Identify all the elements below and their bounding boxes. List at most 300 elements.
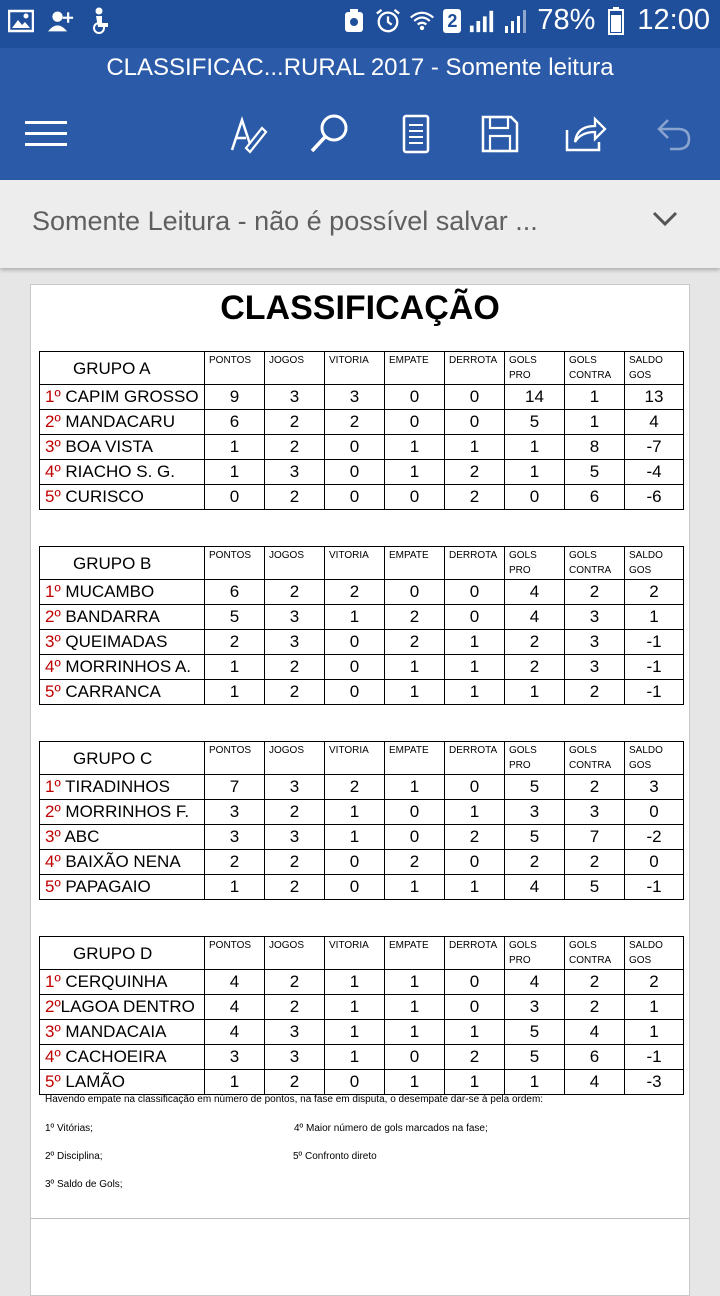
column-header: PONTOS <box>205 547 265 580</box>
team-cell <box>40 1045 205 1070</box>
stat-cell: 0 <box>325 460 385 485</box>
team-name: BAIXÃO NENA <box>65 852 181 871</box>
stat-cell: 2 <box>205 630 265 655</box>
column-header: GOLS PRO <box>505 352 565 385</box>
column-header: JOGOS <box>265 352 325 385</box>
stat-cell: 0 <box>385 1045 445 1070</box>
stat-cell: 1 <box>505 680 565 705</box>
position-label: 1º <box>45 972 61 991</box>
table-row <box>40 1045 684 1070</box>
column-header: EMPATE <box>385 742 445 775</box>
stat-cell: 1 <box>505 1070 565 1095</box>
gallery-icon <box>8 8 34 34</box>
column-header: GOLS CONTRA <box>565 937 625 970</box>
table-row <box>40 775 684 800</box>
column-header: EMPATE <box>385 547 445 580</box>
stat-cell: 0 <box>205 485 265 510</box>
stat-cell: 2 <box>625 970 684 995</box>
stat-cell: 1 <box>625 995 684 1020</box>
hamburger-menu-icon <box>25 119 67 154</box>
signal-icon <box>503 8 529 34</box>
document-title: CLASSIFICAC...RURAL 2017 - Somente leitura <box>106 54 614 81</box>
column-header: DERROTA <box>445 742 505 775</box>
stat-cell: 4 <box>205 1020 265 1045</box>
position-label: 4º <box>45 852 61 871</box>
table-row <box>40 800 684 825</box>
team-name: CAPIM GROSSO <box>65 387 199 406</box>
stat-cell: 2 <box>265 1070 325 1095</box>
stat-cell: 4 <box>505 605 565 630</box>
stat-cell: 1 <box>205 680 265 705</box>
column-header: GOLS CONTRA <box>565 742 625 775</box>
stat-cell: 0 <box>445 410 505 435</box>
stat-cell: 2 <box>565 995 625 1020</box>
stat-cell: 6 <box>205 580 265 605</box>
stat-cell: 2 <box>565 850 625 875</box>
signal-icon <box>469 8 495 34</box>
stat-cell: 4 <box>565 1070 625 1095</box>
stat-cell: 2 <box>445 485 505 510</box>
stat-cell: 0 <box>385 485 445 510</box>
stat-cell: 0 <box>385 800 445 825</box>
column-header: VITORIA <box>325 352 385 385</box>
column-header: GOLS CONTRA <box>565 547 625 580</box>
stat-cell: 3 <box>325 385 385 410</box>
stat-cell: 1 <box>385 680 445 705</box>
team-name: PAPAGAIO <box>65 877 151 896</box>
team-cell <box>40 630 205 655</box>
stat-cell: -1 <box>625 630 684 655</box>
stat-cell: 2 <box>565 970 625 995</box>
stat-cell: 3 <box>265 825 325 850</box>
stat-cell: -3 <box>625 1070 684 1095</box>
stat-cell: 0 <box>625 800 684 825</box>
stat-cell: 1 <box>385 995 445 1020</box>
column-header: GOLS CONTRA <box>565 352 625 385</box>
stat-cell: 1 <box>385 655 445 680</box>
column-header: SALDO GOS <box>625 352 684 385</box>
stat-cell: 3 <box>565 655 625 680</box>
position-label: 4º <box>45 657 61 676</box>
stat-cell: 1 <box>445 800 505 825</box>
stat-cell: 1 <box>445 630 505 655</box>
stat-cell: 0 <box>325 850 385 875</box>
stat-cell: 4 <box>505 875 565 900</box>
table-row <box>40 680 684 705</box>
team-name: CARRANCA <box>65 682 161 701</box>
stat-cell: 3 <box>505 800 565 825</box>
team-cell <box>40 680 205 705</box>
status-bar <box>0 0 720 48</box>
table-row <box>40 580 684 605</box>
team-cell <box>40 775 205 800</box>
tiebreak-criterion: 2º Disciplina; <box>45 1151 103 1162</box>
stat-cell: 1 <box>385 435 445 460</box>
stat-cell: 3 <box>265 630 325 655</box>
chevron-down-icon[interactable] <box>652 210 678 233</box>
stat-cell: 4 <box>505 970 565 995</box>
hamburger-menu-button[interactable] <box>16 110 76 162</box>
table-row <box>40 485 684 510</box>
recycle-icon <box>341 8 367 34</box>
column-header: VITORIA <box>325 937 385 970</box>
stat-cell: 1 <box>445 680 505 705</box>
stat-cell: 1 <box>325 1020 385 1045</box>
position-label: 1º <box>45 582 61 601</box>
stat-cell: 1 <box>385 460 445 485</box>
stat-cell: 2 <box>445 1045 505 1070</box>
stat-cell: 2 <box>325 775 385 800</box>
column-header: VITORIA <box>325 547 385 580</box>
position-label: 1º <box>45 387 61 406</box>
stat-cell: 5 <box>505 410 565 435</box>
table-row <box>40 630 684 655</box>
stat-cell: 6 <box>565 1045 625 1070</box>
stat-cell: 2 <box>265 850 325 875</box>
team-cell <box>40 410 205 435</box>
stat-cell: 1 <box>505 435 565 460</box>
team-cell <box>40 580 205 605</box>
position-label: 2º <box>45 607 61 626</box>
group-name: GRUPO D <box>40 937 205 970</box>
stat-cell: 3 <box>265 385 325 410</box>
column-header: GOLS PRO <box>505 742 565 775</box>
team-cell <box>40 970 205 995</box>
stat-cell: 0 <box>385 385 445 410</box>
group-header-row <box>40 937 684 970</box>
stat-cell: 2 <box>265 800 325 825</box>
team-name: BANDARRA <box>65 607 160 626</box>
stat-cell: 2 <box>565 580 625 605</box>
table-row <box>40 385 684 410</box>
team-cell <box>40 460 205 485</box>
table-row <box>40 850 684 875</box>
stat-cell: 0 <box>445 775 505 800</box>
stat-cell: 4 <box>565 1020 625 1045</box>
position-label: 1º <box>45 777 61 796</box>
stat-cell: 2 <box>625 580 684 605</box>
table-row <box>40 825 684 850</box>
position-label: 2º <box>45 412 61 431</box>
stat-cell: 1 <box>625 1020 684 1045</box>
team-name: CACHOEIRA <box>65 1047 167 1066</box>
stat-cell: -1 <box>625 680 684 705</box>
column-header: SALDO GOS <box>625 547 684 580</box>
stat-cell: 1 <box>325 970 385 995</box>
share-button[interactable] <box>556 110 616 162</box>
stat-cell: 3 <box>565 605 625 630</box>
stat-cell: 3 <box>205 1045 265 1070</box>
stat-cell: -2 <box>625 825 684 850</box>
stat-cell: 3 <box>565 800 625 825</box>
stat-cell: 0 <box>325 1070 385 1095</box>
stat-cell: 3 <box>205 800 265 825</box>
stat-cell: -1 <box>625 875 684 900</box>
group-table <box>39 546 684 705</box>
column-header: DERROTA <box>445 937 505 970</box>
stat-cell: 14 <box>505 385 565 410</box>
stat-cell: 4 <box>625 410 684 435</box>
stat-cell: 1 <box>625 605 684 630</box>
column-header: DERROTA <box>445 352 505 385</box>
stat-cell: 0 <box>325 680 385 705</box>
stat-cell: 2 <box>265 995 325 1020</box>
stat-cell: 2 <box>385 630 445 655</box>
stat-cell: 2 <box>265 655 325 680</box>
stat-cell: 1 <box>385 775 445 800</box>
stat-cell: 4 <box>205 995 265 1020</box>
stat-cell: -6 <box>625 485 684 510</box>
position-label: 3º <box>45 827 61 846</box>
position-label: 4º <box>45 1047 61 1066</box>
team-cell <box>40 655 205 680</box>
position-label: 5º <box>45 1072 61 1091</box>
stat-cell: 2 <box>265 875 325 900</box>
column-header: PONTOS <box>205 352 265 385</box>
battery-percent: 78% <box>537 4 596 36</box>
team-name: MUCAMBO <box>65 582 155 601</box>
stat-cell: 5 <box>505 1020 565 1045</box>
column-header: VITORIA <box>325 742 385 775</box>
team-name: TIRADINHOS <box>65 777 170 796</box>
position-label: 3º <box>45 632 61 651</box>
team-name: QUEIMADAS <box>65 632 168 651</box>
group-table <box>39 351 684 510</box>
team-name: MORRINHOS F. <box>65 802 190 821</box>
team-name: LAMÃO <box>65 1072 125 1091</box>
column-header: GOLS PRO <box>505 547 565 580</box>
stat-cell: 6 <box>205 410 265 435</box>
stat-cell: 3 <box>265 1020 325 1045</box>
position-label: 5º <box>45 682 61 701</box>
stat-cell: 0 <box>445 605 505 630</box>
stat-cell: 7 <box>565 825 625 850</box>
stat-cell: 1 <box>385 1020 445 1045</box>
stat-cell: 4 <box>205 970 265 995</box>
column-header: SALDO GOS <box>625 937 684 970</box>
clock: 12:00 <box>637 4 710 36</box>
team-cell <box>40 1020 205 1045</box>
team-name: MANDACAIA <box>65 1022 167 1041</box>
stat-cell: 0 <box>445 970 505 995</box>
search-button[interactable] <box>300 110 360 162</box>
stat-cell: 2 <box>445 825 505 850</box>
group-header-row <box>40 547 684 580</box>
tiebreak-intro: Havendo empate na classificação em número de pontos, na fase em disputa, o desempate dar-se á pela ordem: <box>45 1094 544 1105</box>
table-row <box>40 435 684 460</box>
tiebreak-criterion: 1º Vitórias; <box>45 1123 93 1134</box>
stat-cell: 7 <box>205 775 265 800</box>
stat-cell: 2 <box>565 680 625 705</box>
team-cell <box>40 1070 205 1095</box>
column-header: EMPATE <box>385 352 445 385</box>
team-cell <box>40 435 205 460</box>
undo-icon <box>656 116 692 157</box>
edit-pen-icon <box>228 114 268 159</box>
stat-cell: 5 <box>505 775 565 800</box>
stat-cell: 4 <box>505 580 565 605</box>
stat-cell: 2 <box>505 850 565 875</box>
team-name: MORRINHOS A. <box>65 657 192 676</box>
stat-cell: -7 <box>625 435 684 460</box>
position-label: 5º <box>45 487 61 506</box>
stat-cell: 0 <box>325 485 385 510</box>
stat-cell: 1 <box>325 825 385 850</box>
stat-cell: 2 <box>325 410 385 435</box>
stat-cell: 2 <box>265 435 325 460</box>
stat-cell: 0 <box>445 580 505 605</box>
stat-cell: 1 <box>445 435 505 460</box>
stat-cell: 0 <box>445 850 505 875</box>
stat-cell: 1 <box>205 435 265 460</box>
stat-cell: 0 <box>445 385 505 410</box>
edit-button[interactable] <box>218 110 278 162</box>
table-row <box>40 410 684 435</box>
stat-cell: 3 <box>505 995 565 1020</box>
stat-cell: 0 <box>325 655 385 680</box>
page-divider <box>31 1218 689 1219</box>
stat-cell: 3 <box>265 775 325 800</box>
team-name: CERQUINHA <box>65 972 168 991</box>
tiebreak-criterion: 4º Maior número de gols marcados na fase; <box>294 1123 488 1134</box>
group-header-row <box>40 352 684 385</box>
column-header: JOGOS <box>265 547 325 580</box>
stat-cell: 0 <box>445 995 505 1020</box>
table-row <box>40 970 684 995</box>
app-title-bar <box>0 48 720 180</box>
stat-cell: 0 <box>325 435 385 460</box>
stat-cell: 3 <box>205 825 265 850</box>
stat-cell: 2 <box>385 850 445 875</box>
column-header: SALDO GOS <box>625 742 684 775</box>
table-row <box>40 605 684 630</box>
stat-cell: 2 <box>325 580 385 605</box>
team-cell <box>40 385 205 410</box>
team-name: ABC <box>64 827 100 846</box>
stat-cell: 1 <box>325 800 385 825</box>
stat-cell: 2 <box>385 605 445 630</box>
group-header-row <box>40 742 684 775</box>
stat-cell: 0 <box>625 850 684 875</box>
table-row <box>40 875 684 900</box>
stat-cell: 3 <box>265 460 325 485</box>
stat-cell: 1 <box>205 460 265 485</box>
stat-cell: 1 <box>505 460 565 485</box>
stat-cell: 1 <box>205 655 265 680</box>
table-row <box>40 995 684 1020</box>
stat-cell: 0 <box>385 410 445 435</box>
column-header: JOGOS <box>265 937 325 970</box>
stat-cell: 2 <box>265 680 325 705</box>
group-name: GRUPO A <box>40 352 205 385</box>
table-row <box>40 655 684 680</box>
alarm-icon <box>375 8 401 34</box>
table-row <box>40 460 684 485</box>
group-table <box>39 936 684 1095</box>
stat-cell: 1 <box>445 655 505 680</box>
position-label: 5º <box>45 877 61 896</box>
stat-cell: 2 <box>505 655 565 680</box>
position-label: 2º <box>45 802 61 821</box>
stat-cell: 1 <box>445 1020 505 1045</box>
document-page <box>30 284 690 1296</box>
stat-cell: 1 <box>565 410 625 435</box>
stat-cell: 3 <box>265 1045 325 1070</box>
stat-cell: 1 <box>325 995 385 1020</box>
wifi-icon <box>409 8 435 34</box>
group-name: GRUPO C <box>40 742 205 775</box>
column-header: PONTOS <box>205 937 265 970</box>
column-header: EMPATE <box>385 937 445 970</box>
stat-cell: 1 <box>565 385 625 410</box>
stat-cell: 5 <box>205 605 265 630</box>
team-name: BOA VISTA <box>65 437 153 456</box>
stat-cell: 2 <box>265 970 325 995</box>
share-icon <box>565 116 607 157</box>
stat-cell: -4 <box>625 460 684 485</box>
battery-icon <box>603 8 629 34</box>
stat-cell: 2 <box>205 850 265 875</box>
save-button[interactable] <box>470 110 530 162</box>
team-name: RIACHO S. G. <box>65 462 175 481</box>
stat-cell: 2 <box>505 630 565 655</box>
add-contact-icon <box>48 8 74 34</box>
stat-cell: 0 <box>505 485 565 510</box>
search-icon <box>309 113 351 160</box>
stat-cell: 6 <box>565 485 625 510</box>
mobile-view-button[interactable] <box>386 110 446 162</box>
stat-cell: 13 <box>625 385 684 410</box>
stat-cell: 3 <box>565 630 625 655</box>
column-header: DERROTA <box>445 547 505 580</box>
save-icon <box>481 115 519 158</box>
stat-cell: 1 <box>205 1070 265 1095</box>
team-cell <box>40 825 205 850</box>
stat-cell: 1 <box>385 1070 445 1095</box>
team-name: MANDACARU <box>65 412 175 431</box>
accessibility-icon <box>88 8 114 34</box>
stat-cell: 3 <box>625 775 684 800</box>
position-label: 3º <box>45 1022 61 1041</box>
team-cell <box>40 800 205 825</box>
stat-cell: 2 <box>265 580 325 605</box>
undo-button[interactable] <box>644 110 704 162</box>
stat-cell: 5 <box>565 460 625 485</box>
stat-cell: 8 <box>565 435 625 460</box>
stat-cell: 2 <box>265 410 325 435</box>
column-header: PONTOS <box>205 742 265 775</box>
stat-cell: 1 <box>445 875 505 900</box>
stat-cell: 1 <box>445 1070 505 1095</box>
stat-cell: 0 <box>325 630 385 655</box>
stat-cell: 2 <box>565 775 625 800</box>
stat-cell: 1 <box>325 1045 385 1070</box>
group-name: GRUPO B <box>40 547 205 580</box>
table-row <box>40 1070 684 1095</box>
stat-cell: 0 <box>385 580 445 605</box>
stat-cell: 9 <box>205 385 265 410</box>
team-name: LAGOA DENTRO <box>60 997 195 1016</box>
tiebreak-criterion: 3º Saldo de Gols; <box>45 1179 123 1190</box>
sim-badge: 2 <box>443 9 461 33</box>
stat-cell: 2 <box>265 485 325 510</box>
read-only-info-bar[interactable] <box>0 180 720 268</box>
page-title: CLASSIFICAÇÃO <box>220 289 500 327</box>
team-cell <box>40 485 205 510</box>
stat-cell: 2 <box>445 460 505 485</box>
team-name: CURISCO <box>65 487 144 506</box>
column-header: GOLS PRO <box>505 937 565 970</box>
